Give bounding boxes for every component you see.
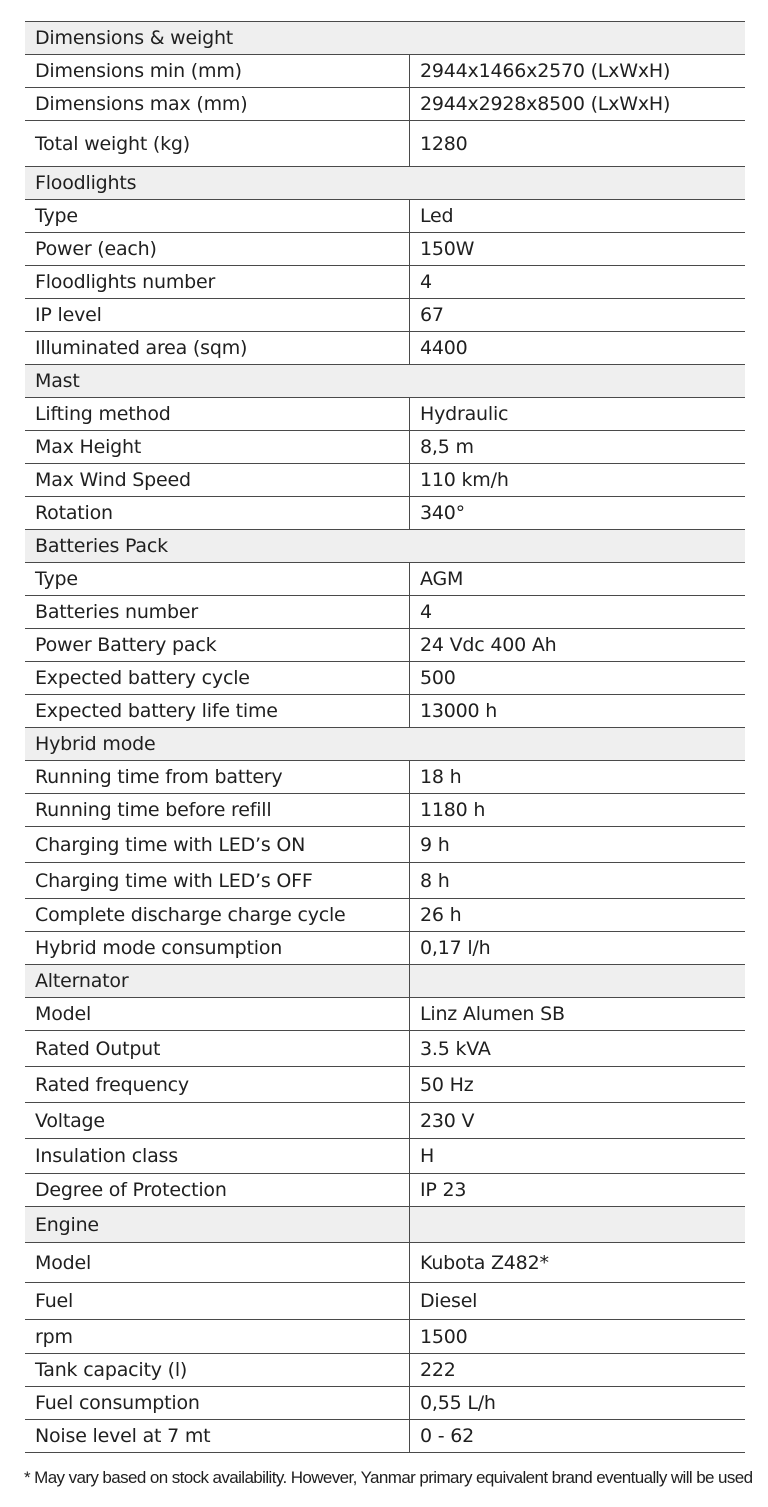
spec-row	[25, 629, 745, 662]
spec-value: 4	[409, 266, 745, 298]
spec-row	[25, 1243, 745, 1283]
spec-value: Diesel	[409, 1283, 745, 1319]
spec-label: Model	[35, 1003, 92, 1025]
spec-label: Power Battery pack	[35, 634, 217, 656]
spec-value: 8 h	[409, 863, 745, 898]
spec-label: Rated Output	[35, 1037, 161, 1060]
spec-value: 0,55 L/h	[409, 1387, 745, 1419]
section-header-hybrid-mode	[25, 728, 745, 761]
spec-label: Dimensions min (mm)	[35, 60, 242, 82]
spec-value: AGM	[409, 563, 745, 595]
spec-label: Running time from battery	[35, 766, 283, 788]
spec-value: 9 h	[409, 827, 745, 862]
spec-value: 4	[409, 596, 745, 628]
spec-label: Rotation	[35, 502, 113, 524]
spec-row	[25, 662, 745, 695]
spec-row	[25, 200, 745, 233]
spec-value: 222	[409, 1354, 745, 1386]
spec-row	[25, 266, 745, 299]
section-header-empty-cell	[409, 965, 745, 997]
section-title: Dimensions & weight	[35, 27, 234, 49]
footnote: * May vary based on stock availability. However, Yanmar primary equivalent brand eventually will be used	[24, 1468, 753, 1487]
spec-value: 500	[409, 662, 745, 694]
spec-label: Expected battery cycle	[35, 667, 250, 689]
spec-row	[25, 596, 745, 629]
spec-label: Type	[35, 568, 78, 590]
spec-value: H	[409, 1139, 745, 1173]
section-header-engine	[25, 1207, 745, 1243]
spec-label: Rated frequency	[35, 1073, 189, 1096]
spec-label: Complete discharge charge cycle	[35, 904, 346, 926]
spec-value: 67	[409, 299, 745, 331]
spec-row	[25, 1174, 745, 1207]
spec-row	[25, 899, 745, 932]
spec-value: 1280	[409, 121, 745, 166]
spec-value: 24 Vdc 400 Ah	[409, 629, 745, 661]
spec-value: 8,5 m	[409, 431, 745, 463]
spec-value: Hydraulic	[409, 398, 745, 430]
spec-row	[25, 332, 745, 365]
section-title: Engine	[35, 1213, 99, 1236]
spec-table	[25, 21, 745, 1453]
spec-label: Running time before refill	[35, 799, 272, 821]
spec-label: rpm	[35, 1325, 73, 1348]
spec-value: 26 h	[409, 899, 745, 931]
section-title: Batteries Pack	[35, 535, 168, 557]
spec-value: 110 km/h	[409, 464, 745, 496]
spec-label: Hybrid mode consumption	[35, 937, 283, 959]
spec-row	[25, 695, 745, 728]
spec-row	[25, 827, 745, 863]
spec-row	[25, 497, 745, 530]
spec-value: 2944x1466x2570 (LxWxH)	[409, 55, 745, 87]
spec-value: IP 23	[409, 1174, 745, 1206]
spec-value: 4400	[409, 332, 745, 364]
spec-label: Insulation class	[35, 1145, 178, 1167]
spec-label: IP level	[35, 304, 102, 326]
section-header-floodlights	[25, 167, 745, 200]
spec-label: Total weight (kg)	[35, 132, 191, 155]
spec-row	[25, 88, 745, 121]
spec-row	[25, 1420, 745, 1453]
spec-label: Model	[35, 1251, 92, 1274]
spec-row	[25, 233, 745, 266]
spec-label: Power (each)	[35, 238, 157, 260]
spec-value: 150W	[409, 233, 745, 265]
spec-value: 1180 h	[409, 794, 745, 826]
spec-label: Charging time with LED’s ON	[35, 833, 306, 856]
spec-label: Fuel	[35, 1290, 74, 1312]
spec-row	[25, 1067, 745, 1103]
spec-label: Fuel consumption	[35, 1392, 200, 1414]
spec-row	[25, 121, 745, 167]
spec-row	[25, 431, 745, 464]
section-header-batteries-pack	[25, 530, 745, 563]
spec-row	[25, 398, 745, 431]
spec-label: Illuminated area (sqm)	[35, 337, 248, 359]
spec-row	[25, 464, 745, 497]
spec-row	[25, 863, 745, 899]
section-title: Alternator	[35, 970, 129, 992]
spec-row	[25, 1283, 745, 1320]
section-header-mast	[25, 365, 745, 398]
spec-label: Max Wind Speed	[35, 469, 191, 491]
spec-row	[25, 998, 745, 1031]
spec-value: 3.5 kVA	[409, 1031, 745, 1066]
spec-row	[25, 932, 745, 965]
spec-value: 13000 h	[409, 695, 745, 727]
spec-value: Kubota Z482*	[409, 1243, 745, 1282]
spec-label: Batteries number	[35, 601, 198, 623]
spec-row	[25, 794, 745, 827]
spec-label: Voltage	[35, 1109, 105, 1132]
spec-label: Type	[35, 205, 78, 227]
spec-row	[25, 1387, 745, 1420]
spec-label: Expected battery life time	[35, 700, 278, 722]
spec-row	[25, 1031, 745, 1067]
spec-label: Charging time with LED’s OFF	[35, 869, 313, 892]
section-header-dimensions-weight	[25, 22, 745, 55]
spec-row	[25, 1320, 745, 1354]
spec-value: Linz Alumen SB	[409, 998, 745, 1030]
spec-row	[25, 761, 745, 794]
spec-label: Noise level at 7 mt	[35, 1425, 211, 1447]
spec-value: 0,17 l/h	[409, 932, 745, 964]
spec-value: 340°	[409, 497, 745, 529]
spec-row	[25, 1354, 745, 1387]
section-title: Mast	[35, 370, 80, 392]
spec-row	[25, 55, 745, 88]
spec-row	[25, 1139, 745, 1174]
spec-value: 0 - 62	[409, 1420, 745, 1452]
spec-value: 18 h	[409, 761, 745, 793]
spec-label: Tank capacity (l)	[35, 1359, 188, 1381]
section-title: Hybrid mode	[35, 733, 156, 755]
spec-row	[25, 299, 745, 332]
spec-label: Degree of Protection	[35, 1179, 227, 1201]
spec-label: Lifting method	[35, 403, 171, 425]
section-title: Floodlights	[35, 172, 137, 194]
spec-value: 230 V	[409, 1103, 745, 1138]
spec-value: 50 Hz	[409, 1067, 745, 1102]
section-header-empty-cell	[409, 1207, 745, 1242]
spec-row	[25, 1103, 745, 1139]
spec-label: Max Height	[35, 436, 142, 458]
spec-row	[25, 563, 745, 596]
spec-value: 2944x2928x8500 (LxWxH)	[409, 88, 745, 120]
spec-label: Floodlights number	[35, 271, 216, 293]
spec-value: 1500	[409, 1320, 745, 1353]
spec-label: Dimensions max (mm)	[35, 93, 248, 115]
section-header-alternator	[25, 965, 745, 998]
spec-value: Led	[409, 200, 745, 232]
